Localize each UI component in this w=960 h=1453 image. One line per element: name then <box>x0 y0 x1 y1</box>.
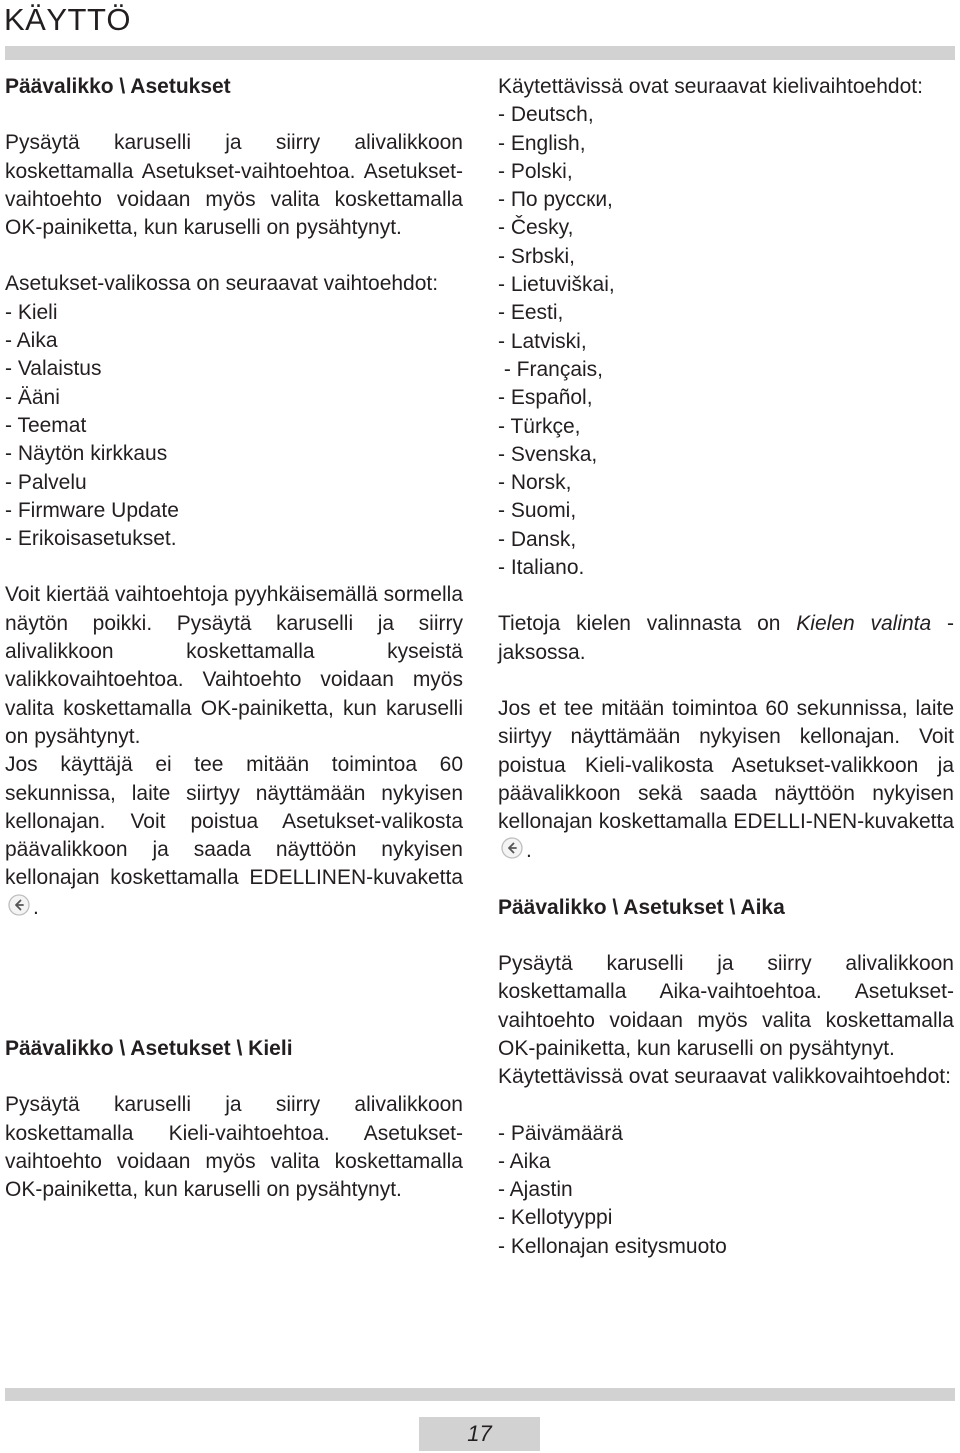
list-item: - Norsk, <box>498 471 572 495</box>
language-info-link-text: Kielen valinta <box>796 612 932 636</box>
settings-intro-paragraph: Pysäytä karuselli ja siirry alivalikkoon koskettamalla Asetukset-vaihtoehtoa. Asetukset-vaihtoehto voidaan myös valita koskettamalla OK-painiketta, kun karuselli on pysähtynyt. <box>5 131 463 240</box>
timeout-end: . <box>33 895 39 919</box>
list-item: - Erikoisasetukset. <box>5 527 177 551</box>
list-item: - Teemat <box>5 413 87 437</box>
right-column <box>498 73 954 1261</box>
list-item: - Aika <box>5 329 58 353</box>
time-options-intro: Käytettävissä ovat seuraavat valikkovaihtoehdot: <box>498 1065 951 1089</box>
list-item: - Suomi, <box>498 499 577 523</box>
time-options-list <box>498 1120 954 1261</box>
section-heading-time: Päävalikko \ Asetukset \ Aika <box>498 895 785 919</box>
list-item: - По русски, <box>498 188 613 212</box>
footer-rule <box>5 1388 955 1401</box>
time-intro-paragraph: Pysäytä karuselli ja siirry alivalikkoon koskettamalla Aika-vaihtoehtoa. Asetukset-vaihtoehto voidaan myös valita koskettamalla OK-painiketta, kun karuselli on pysähtynyt. <box>498 952 954 1060</box>
list-item: - Dansk, <box>498 527 577 551</box>
language-info-pre: Tietoja kielen valinnasta on <box>498 612 797 636</box>
carousel-paragraph: Voit kiertää vaihtoehtoja pyyhkäisemällä sormella näytön poikki. Pysäytä karuselli ja siirry alivalikkoon koskettamalla kyseistä valikkovaihtoehtoa. Vaihtoehto voidaan myös valita koskettamalla OK-painiketta, kun karuselli on pysähtynyt. <box>5 583 463 748</box>
list-item: - Aika <box>498 1149 551 1173</box>
timeout-text: Jos käyttäjä ei tee mitään toimintoa 60 sekunnissa, laite siirtyy näyttämään nykyisen kellonajan. Voit poistua Asetukset-valikosta päävalikkoon ja saada näyttöön nykyisen kellonajan koskettamalla EDELLINEN-kuvaketta <box>5 753 463 890</box>
language-info-post: -jaksossa. <box>498 612 954 664</box>
list-item: - English, <box>498 131 586 155</box>
language-timeout-paragraph <box>498 695 954 866</box>
list-item: - Kieli <box>5 300 58 324</box>
language-timeout-text: Jos et tee mitään toimintoa 60 sekunnissa, laite siirtyy näyttämään nykyisen kellonajan. Voit poistua Kieli-valikosta Asetukset-valikkoon ja päävalikkoon sekä saada näyttöön nykyisen kellonajan koskettamalla EDELLI-NEN-kuvaketta <box>498 696 954 834</box>
language-info-paragraph <box>498 610 954 667</box>
back-arrow-icon <box>7 893 31 917</box>
list-item: - Latviski, <box>498 329 587 353</box>
page-title: KÄYTTÖ <box>4 2 132 37</box>
list-item: - Kellotyyppi <box>498 1206 613 1230</box>
list-item: - Ääni <box>5 385 60 409</box>
section-heading-language: Päävalikko \ Asetukset \ Kieli <box>5 1037 293 1061</box>
list-item: - Lietuviškai, <box>498 273 615 297</box>
settings-options-list <box>5 299 463 554</box>
language-timeout-end: . <box>526 839 532 863</box>
timeout-paragraph <box>5 751 463 922</box>
list-item: - Svenska, <box>498 442 598 466</box>
settings-options-intro: Asetukset-valikossa on seuraavat vaihtoehdot: <box>5 272 439 296</box>
list-item: - Ajastin <box>498 1178 573 1202</box>
list-item: - Polski, <box>498 159 573 183</box>
language-list <box>498 101 954 582</box>
section-heading-settings: Päävalikko \ Asetukset <box>5 75 231 98</box>
language-intro-paragraph: Pysäytä karuselli ja siirry alivalikkoon koskettamalla Kieli-vaihtoehtoa. Asetukset-vaihtoehto voidaan myös valita koskettamalla OK-painiketta, kun karuselli on pysähtynyt. <box>5 1093 463 1202</box>
language-options-intro: Käytettävissä ovat seuraavat kielivaihtoehdot: <box>498 75 923 98</box>
left-column <box>5 73 463 1205</box>
list-item: - Česky, <box>498 216 574 240</box>
list-item: - Deutsch, <box>498 103 594 127</box>
list-item: - Näytön kirkkaus <box>5 442 168 466</box>
list-item: - Français, <box>498 357 604 381</box>
back-arrow-icon <box>500 836 524 860</box>
list-item: - Palvelu <box>5 470 87 494</box>
list-item: - Srbski, <box>498 244 576 268</box>
page-number: 17 <box>419 1417 540 1451</box>
list-item: - Español, <box>498 386 593 410</box>
list-item: - Valaistus <box>5 357 102 381</box>
list-item: - Italiano. <box>498 556 585 580</box>
list-item: - Türkçe, <box>498 414 581 438</box>
header-rule <box>5 46 955 60</box>
list-item: - Kellonajan esitysmuoto <box>498 1234 727 1258</box>
list-item: - Eesti, <box>498 301 564 325</box>
list-item: - Päivämäärä <box>498 1121 623 1145</box>
list-item: - Firmware Update <box>5 498 179 522</box>
